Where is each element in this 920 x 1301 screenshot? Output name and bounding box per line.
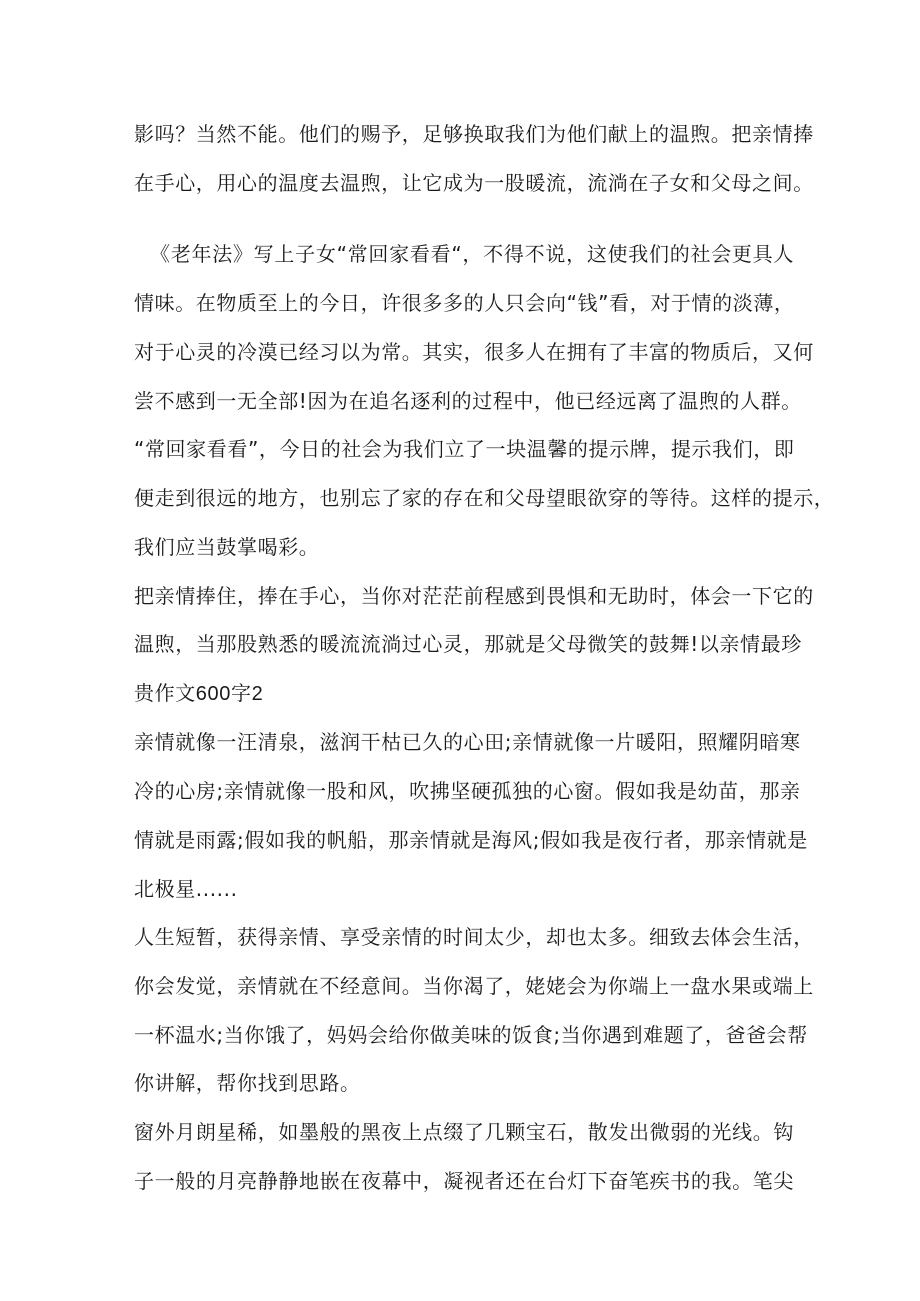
text-line-16: 北极星...... [134,877,238,901]
section-title: 贵作文600字2 [134,683,264,705]
text-line-10: 把亲情捧住，捧在手心，当你对茫茫前程感到畏惧和无助时，体会一下它的 [134,584,814,608]
text-line-3: 《老年法》写上子女“常回家看看“，不得不说，这使我们的社会更具人 [150,242,794,266]
text-line-4: 情味。在物质至上的今日，许很多多的人只会向“钱”看，对于情的淡薄， [134,291,795,315]
text-line-11: 温煦，当那股熟悉的暖流流淌过心灵，那就是父母微笑的鼓舞!以亲情最珍 [134,632,802,656]
text-line-2: 在手心，用心的温度去温煦，让它成为一股暖流，流淌在子女和父母之间。 [134,171,814,195]
text-line-20: 你讲解，帮你找到思路。 [134,1071,361,1095]
text-line-7: “常回家看看”，今日的社会为我们立了一块温馨的提示牌，提示我们，即 [134,437,795,461]
text-line-8: 便走到很远的地方，也别忘了家的存在和父母望眼欲穿的等待。这样的提示， [134,486,835,510]
text-line-15: 情就是雨露;假如我的帆船，那亲情就是海风;假如我是夜行者，那亲情就是 [134,828,808,852]
text-line-9: 我们应当鼓掌喝彩。 [134,535,320,559]
text-line-13: 亲情就像一汪清泉，滋润干枯已久的心田;亲情就像一片暖阳，照耀阴暗寒 [134,730,801,754]
text-line-5: 对于心灵的冷漠已经习以为常。其实，很多人在拥有了丰富的物质后，又何 [134,340,814,364]
text-line-17: 人生短暂，获得亲情、享受亲情的时间太少，却也太多。细致去体会生活， [134,925,814,949]
text-line-21: 窗外月朗星稀，如墨般的黑夜上点缀了几颗宝石，散发出微弱的光线。钩 [134,1120,794,1144]
text-line-19: 一杯温水;当你饿了，妈妈会给你做美味的饭食;当你遇到难题了，爸爸会帮 [134,1023,808,1047]
text-line-18: 你会发觉，亲情就在不经意间。当你渴了，姥姥会为你端上一盘水果或端上 [134,974,814,998]
text-line-14: 冷的心房;亲情就像一股和风，吹拂坚硬孤独的心窗。假如我是幼苗，那亲 [134,779,801,803]
text-line-6: 尝不感到一无全部!因为在追名逐利的过程中，他已经远离了温煦的人群。 [134,389,802,413]
text-line-1: 影吗？当然不能。他们的赐予，足够换取我们为他们献上的温煦。把亲情捧 [134,122,814,146]
text-line-22: 子一般的月亮静静地嵌在夜幕中，凝视者还在台灯下奋笔疾书的我。笔尖 [134,1169,794,1193]
